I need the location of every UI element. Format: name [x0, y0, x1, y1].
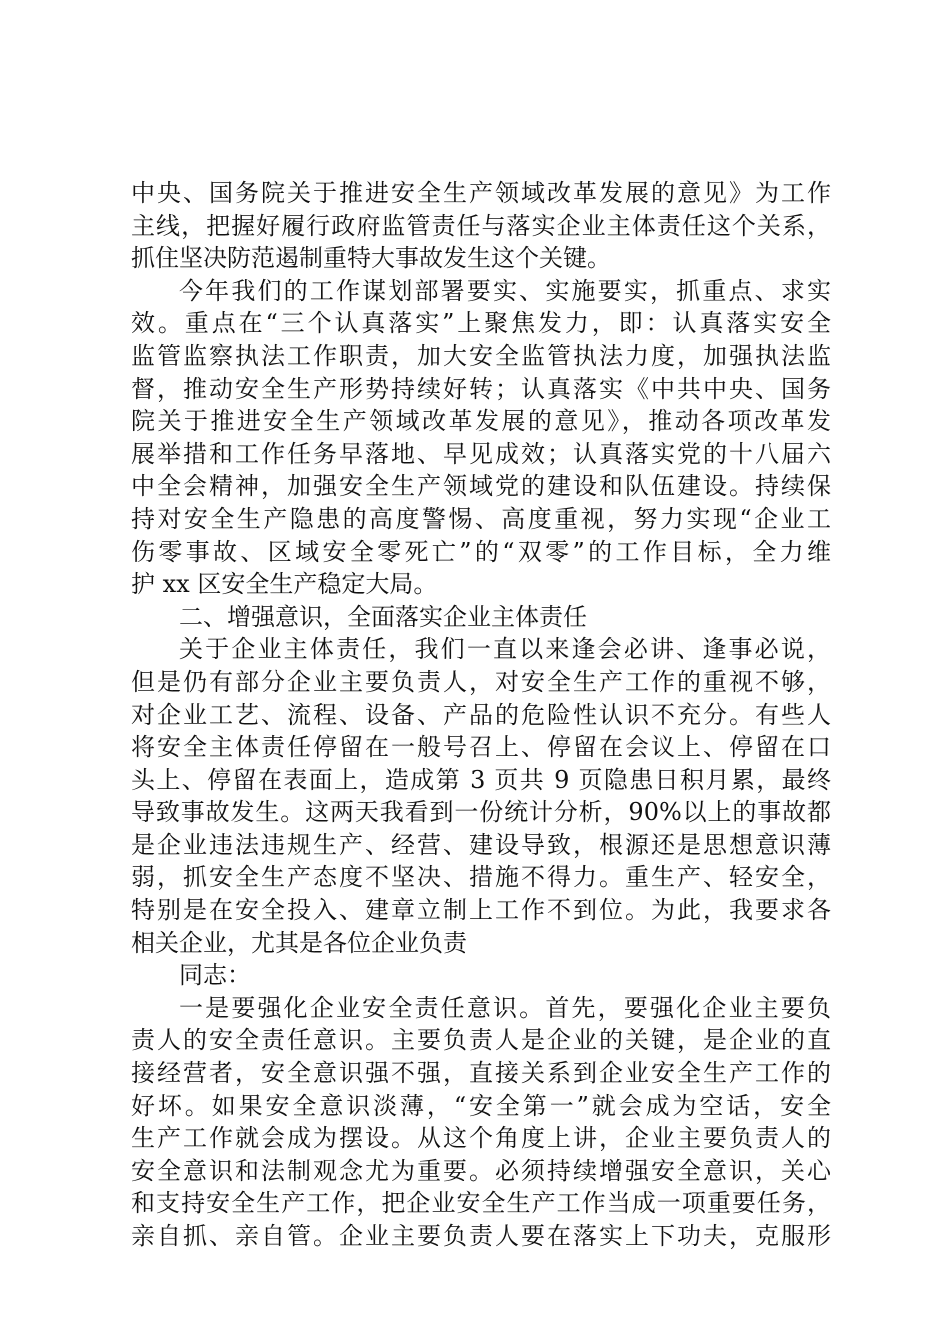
text-line: 督，推动安全生产形势持续好转；认真落实《中共中央、国务	[131, 374, 831, 403]
text-line: 监管监察执法工作职责，加大安全监管执法力度，加强执法监	[131, 341, 831, 370]
text-line: 今年我们的工作谋划部署要实、实施要实，抓重点、求实	[179, 276, 831, 305]
document-body	[131, 177, 831, 1253]
text-line: 亲自抓、亲自管。企业主要负责人要在落实上下功夫，克服形	[131, 1222, 831, 1250]
heading-text: 二、增强意识，全面落实企业主体责任	[179, 602, 587, 631]
text-line: 但是仍有部分企业主要负责人，对安全生产工作的重视不够，	[131, 667, 831, 696]
paragraph	[131, 992, 831, 1253]
text-line: 和支持安全生产工作，把企业安全生产工作当成一项重要任务，	[131, 1189, 831, 1218]
text-line: 院关于推进安全生产领域改革发展的意见》，推动各项改革发	[131, 407, 831, 436]
text-line: 生产工作就会成为摆设。从这个角度上讲，企业主要负责人的	[131, 1124, 831, 1153]
text-line: 展举措和工作任务早落地、早见成效；认真落实党的十八届六	[131, 439, 831, 468]
text-line: 主线，把握好履行政府监管责任与落实企业主体责任这个关系，	[131, 211, 831, 240]
text-line: 弱，抓安全生产态度不坚决、措施不得力。重生产、轻安全，	[131, 863, 831, 892]
text-line: 相关企业，尤其是各位企业负责	[131, 928, 467, 957]
text-line: 一是要强化企业安全责任意识。首先，要强化企业主要负	[179, 993, 831, 1022]
text-line: 是企业违法违规生产、经营、建设导致，根源还是思想意识薄	[131, 830, 831, 859]
paragraph	[131, 959, 831, 992]
text-line: 导致事故发生。这两天我看到一份统计分析，90%以上的事故都	[131, 798, 831, 827]
text-line: 中全会精神，加强安全生产领域党的建设和队伍建设。持续保	[131, 472, 831, 501]
text-line: 安全意识和法制观念尤为重要。必须持续增强安全意识，关心	[131, 1156, 831, 1185]
text-line: 接经营者，安全意识强不强，直接关系到企业安全生产工作的	[131, 1059, 831, 1088]
paragraph	[131, 275, 831, 601]
text-line: 头上、停留在表面上，造成第 3 页共 9 页隐患日积月累，最终	[131, 765, 831, 794]
text-line: 好坏。如果安全意识淡薄，“安全第一”就会成为空话，安全	[131, 1091, 831, 1120]
text-line: 持对安全生产隐患的高度警惕、高度重视，努力实现“企业工	[131, 504, 831, 533]
text-line: 抓住坚决防范遏制重特大事故发生这个关键。	[131, 244, 611, 273]
paragraph	[131, 633, 831, 959]
paragraph	[131, 177, 831, 275]
text-line: 责人的安全责任意识。主要负责人是企业的关键，是企业的直	[131, 1026, 831, 1055]
text-line: 伤零事故、区域安全零死亡”的“双零”的工作目标，全力维	[131, 537, 831, 566]
text-line: 特别是在安全投入、建章立制上工作不到位。为此，我要求各	[131, 896, 831, 925]
text-line: 将安全主体责任停留在一般号召上、停留在会议上、停留在口	[131, 733, 831, 762]
text-line: 关于企业主体责任，我们一直以来逢会必讲、逢事必说，	[179, 635, 831, 664]
section-heading	[131, 601, 831, 634]
text-line: 护 xx 区安全生产稳定大局。	[131, 570, 438, 599]
text-line: 中央、国务院关于推进安全生产领域改革发展的意见》为工作	[131, 179, 831, 207]
text-line: 对企业工艺、流程、设备、产品的危险性认识不充分。有些人	[131, 700, 831, 729]
text-line: 效。重点在“三个认真落实”上聚焦发力，即：认真落实安全	[131, 309, 831, 338]
text-line: 同志：	[179, 961, 251, 990]
